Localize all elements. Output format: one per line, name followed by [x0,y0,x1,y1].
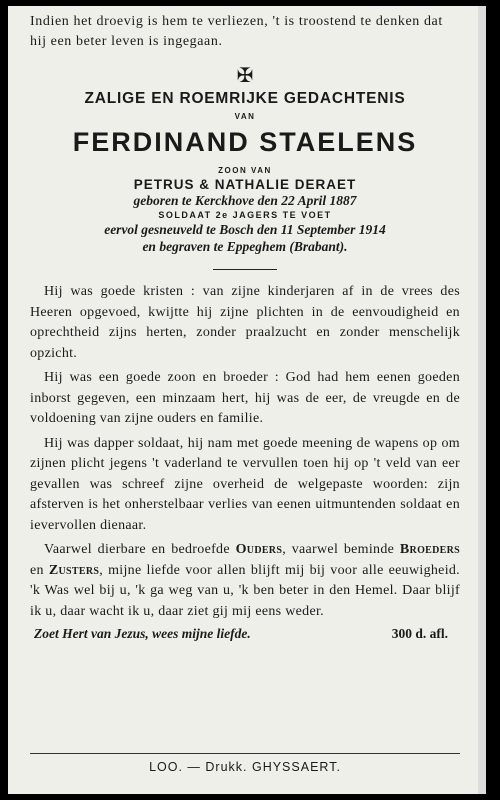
parents-names: PETRUS & NATHALIE DERAET [133,177,357,192]
soldier-rank: SOLDAAT 2e JAGERS TE VOET [158,210,332,220]
closing-prayer: Zoet Hert van Jezus, wees mijne liefde. [34,626,251,641]
death-line: eervol gesneuveld te Bosch den 11 September 1914 [104,222,386,237]
intro-text: Indien het droevig is hem te verliezen, 't is troostend te denken dat hij een beter leven is ingegaan. [30,14,443,49]
cross-icon: ✠ [236,65,254,87]
indulgence-note: 300 d. afl. [391,626,448,641]
memorial-heading: ZALIGE EN ROEMRIJKE GEDACHTENIS [84,90,406,107]
closing-prayer-line [34,626,460,642]
zoon-van-label: ZOON VAN [218,166,272,175]
deceased-name: FERDINAND STAELENS [72,127,418,157]
divider [213,269,277,270]
paragraph-christian: Hij was goede kristen : van zijne kinderjaren af in de vrees des Heeren opgevoed, kwijtte hij zijne plichten in de eenvoudigheid en oprechtheid zijns herten, zonder praalzucht en zonder menschelijk opzicht. [30,284,460,361]
birth-line: geboren te Kerckhove den 22 April 1887 [133,193,357,208]
paragraph-son-brother: Hij was een goede zoon en broeder : God had hem eenen goeden inborst gegeven, een minzaam hert, hij was de eer, de vreugde en de voldoening van zijne ouders en familie. [30,370,460,426]
burial-line: en begraven te Eppeghem (Brabant). [142,239,348,254]
paragraph-soldier: Hij was dapper soldaat, hij nam met goede meening de wapens op om zijnen plicht jegens 't vaderland te vervullen toen hij op 't veld van eer gevallen was schreef zijne overheid de welgepaste woorden: zijn afsterven is het onherstelbaar verlies van eenen uitmuntenden soldaat en ievervollen dienaar. [30,435,460,533]
printer-imprint: LOO. — Drukk. GHYSSAERT. [30,753,460,774]
paragraph-farewell: Vaarwel dierbare en bedroefde Ouders, vaarwel beminde Broeders en Zusters, mijne liefde voor allen blijft mij bij voor alle eeuwigheid. 'k Was wel bij u, 'k ga weg van u, 'k ben beter in den Hemel. Daar blijf ik u, daar wacht ik u, daar ziet gij mij eens weder. [30,542,460,619]
van-label: VAN [234,112,256,121]
memorial-card [8,6,478,794]
